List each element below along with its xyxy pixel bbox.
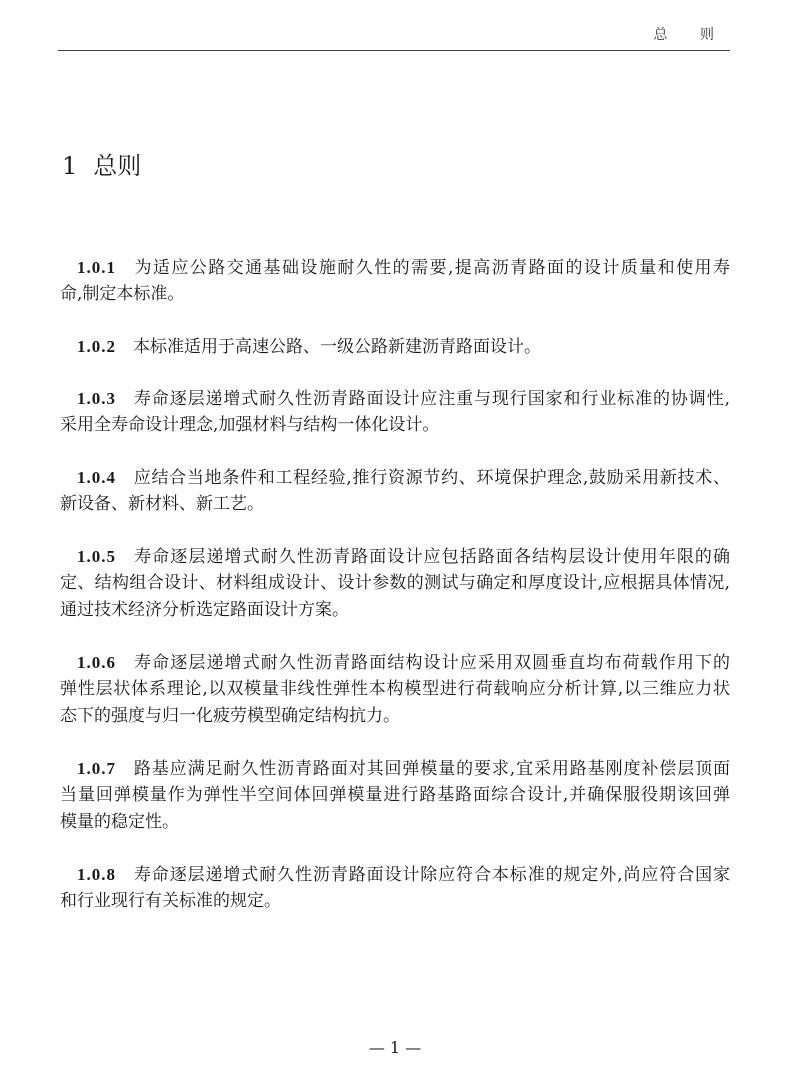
- clause-line: [60, 703, 730, 730]
- clause-1-0-1: [60, 254, 730, 308]
- header-rule: [58, 50, 730, 51]
- clause-text: 寿命逐层递增式耐久性沥青路面设计除应符合本标准的规定外,尚应符合国家: [133, 865, 730, 885]
- clause-line: [60, 385, 730, 412]
- clause-line: [60, 649, 730, 676]
- clause-number: 1.0.3: [77, 389, 116, 408]
- page-number: — 1 —: [368, 1038, 422, 1057]
- clause-text: 定、结构组合设计、材料组成设计、设计参数的测试与确定和厚度设计,应根据具体情况,: [60, 573, 730, 593]
- clause-number: 1.0.5: [77, 547, 116, 566]
- clause-line: [60, 888, 730, 915]
- clause-1-0-3: [60, 385, 730, 439]
- clause-number: 1.0.8: [77, 865, 116, 884]
- clause-text: 为适应公路交通基础设施耐久性的需要,提高沥青路面的设计质量和使用寿: [133, 258, 730, 278]
- clause-text: 和行业现行有关标准的规定。: [60, 891, 281, 911]
- chapter-name: 总则: [93, 152, 142, 180]
- chapter-number: 1: [62, 152, 78, 180]
- clause-text: 通过技术经济分析选定路面设计方案。: [60, 600, 349, 620]
- clause-text: 本标准适用于高速公路、一级公路新建沥青路面设计。: [133, 337, 541, 357]
- clause-text: 寿命逐层递增式耐久性沥青路面设计应包括路面各结构层设计使用年限的确: [133, 547, 730, 567]
- clause-line: [60, 570, 730, 597]
- clause-text: 路基应满足耐久性沥青路面对其回弹模量的要求,宜采用路基刚度补偿层顶面: [133, 759, 730, 779]
- clause-line: [60, 464, 730, 491]
- clause-1-0-2: [60, 333, 730, 360]
- clause-1-0-7: [60, 755, 730, 836]
- clause-line: [60, 281, 730, 308]
- clause-line: [60, 491, 730, 518]
- clause-text: 新设备、新材料、新工艺。: [60, 494, 264, 514]
- clause-text: 采用全寿命设计理念,加强材料与结构一体化设计。: [60, 415, 440, 435]
- clause-line: [60, 543, 730, 570]
- clause-text: 寿命逐层递增式耐久性沥青路面结构设计应采用双圆垂直均布荷载作用下的: [133, 653, 730, 673]
- clause-line: [60, 782, 730, 809]
- clause-line: [60, 676, 730, 703]
- clause-number: 1.0.7: [77, 759, 116, 778]
- clause-line: [60, 809, 730, 836]
- clause-line: [60, 597, 730, 624]
- clause-1-0-6: [60, 649, 730, 730]
- clause-text: 模量的稳定性。: [60, 812, 179, 832]
- clause-number: 1.0.6: [77, 653, 116, 672]
- clause-line: [60, 254, 730, 281]
- clause-1-0-5: [60, 543, 730, 624]
- clause-text: 应结合当地条件和工程经验,推行资源节约、环境保护理念,鼓励采用新技术、: [133, 468, 730, 488]
- running-head: 总 则: [653, 27, 728, 43]
- clause-number: 1.0.1: [77, 258, 116, 277]
- clause-line: [60, 333, 730, 360]
- clause-number: 1.0.4: [77, 468, 116, 487]
- clause-text: 当量回弹模量作为弹性半空间体回弹模量进行路基路面综合设计,并确保服役期该回弹: [60, 785, 730, 805]
- chapter-title: [62, 146, 141, 181]
- clause-text: 态下的强度与归一化疲劳模型确定结构抗力。: [60, 706, 400, 726]
- clause-list: [60, 254, 730, 940]
- clause-1-0-8: [60, 861, 730, 915]
- clause-1-0-4: [60, 464, 730, 518]
- clause-line: [60, 412, 730, 439]
- clause-line: [60, 755, 730, 782]
- clause-text: 弹性层状体系理论,以双模量非线性弹性本构模型进行荷载响应分析计算,以三维应力状: [60, 679, 730, 699]
- clause-text: 命,制定本标准。: [60, 284, 185, 304]
- clause-line: [60, 861, 730, 888]
- clause-number: 1.0.2: [77, 337, 116, 356]
- clause-text: 寿命逐层递增式耐久性沥青路面设计应注重与现行国家和行业标准的协调性,: [133, 389, 730, 409]
